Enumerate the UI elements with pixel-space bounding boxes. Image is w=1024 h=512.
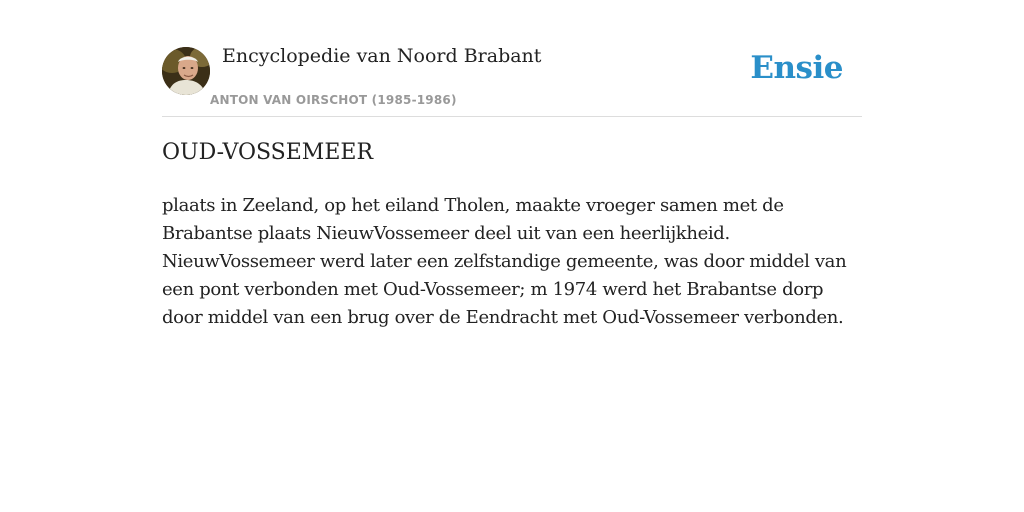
- author-name[interactable]: ANTON VAN OIRSCHOT (1985-1986): [210, 93, 457, 107]
- book-title[interactable]: Encyclopedie van Noord Brabant: [222, 45, 542, 67]
- author-avatar: [162, 47, 210, 95]
- entry-body: plaats in Zeeland, op het eiland Tholen, maakte vroeger samen met de Brabantse plaats NieuwVossemeer deel uit van een heerlijkheid. NieuwVossemeer werd later een zelfstandige gemeente, was door middel van een pont verbonden met Oud-Vossemeer; m 1974 werd het Brabantse dorp door middel van een brug over de Eendracht met Oud-Vossemeer verbonden.: [162, 195, 847, 328]
- ensie-logo[interactable]: Ensie: [750, 50, 843, 86]
- entry-title: OUD-VOSSEMEER: [162, 140, 374, 165]
- header: [162, 0, 862, 117]
- page: [162, 0, 862, 512]
